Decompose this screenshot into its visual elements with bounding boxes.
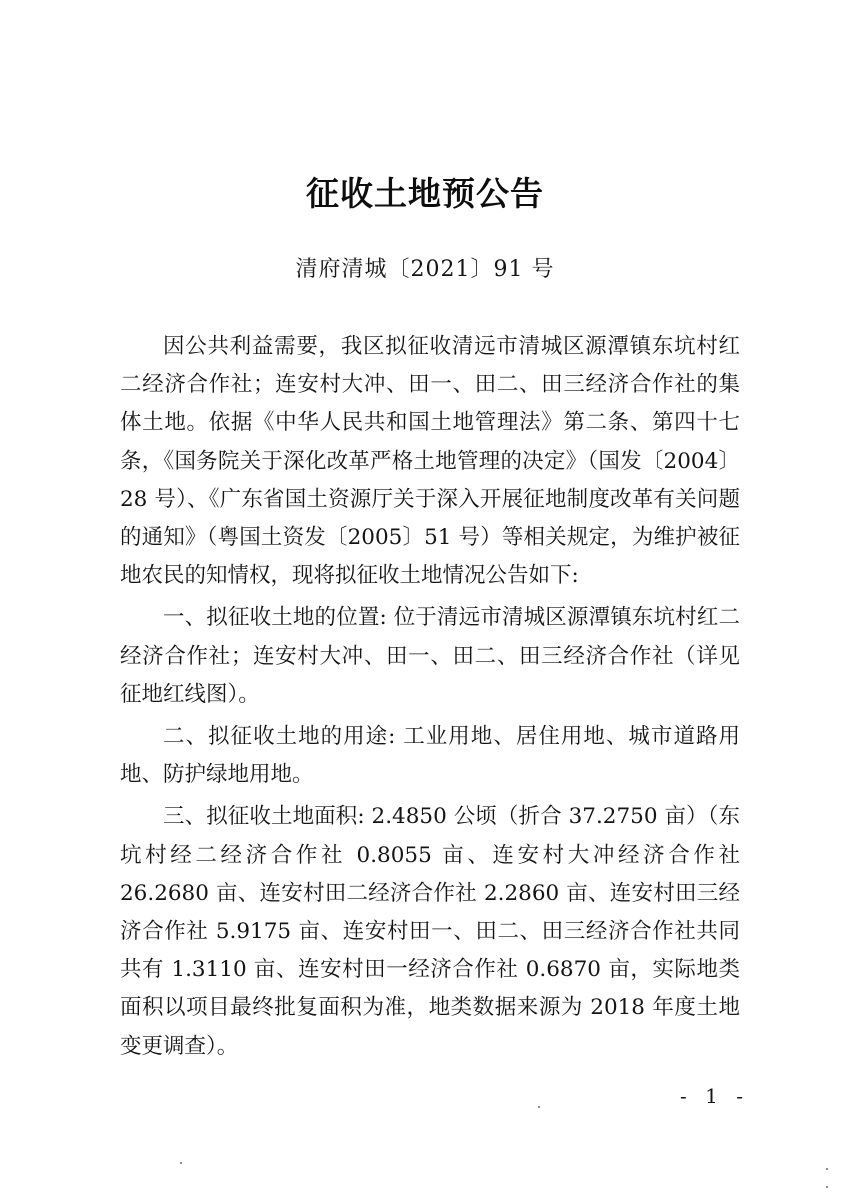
scan-speck [826, 1186, 828, 1188]
paragraph-area: 三、拟征收土地面积: 2.4850 公顷（折合 37.2750 亩）（东坑村经二经济合作社 0.8055 亩、连安村大冲经济合作社 26.2680 亩、连安村田二经济合作社 2.2860 亩、连安村田三经济合作社 5.9175 亩、连安村田一、田二、田三经济合作社共同共有 1.3110 亩、连安村田一经济合作社 0.6870 亩，实际地类面积以项目最终批复面积为准，地类数据来源为 2018 年度土地变更调查）。 [120, 804, 740, 1059]
paragraph-usage: 二、拟征收土地的用途: 工业用地、居住用地、城市道路用地、防护绿地用地。 [120, 724, 740, 788]
scan-speck [538, 1106, 540, 1108]
page-number: - 1 - [680, 1084, 749, 1108]
scan-speck [180, 1162, 182, 1164]
document-number: 清府清城〔2021〕91 号 [295, 257, 555, 282]
paragraph-location: 一、拟征收土地的位置: 位于清远市清城区源潭镇东坑村红二经济合作社；连安村大冲、田一、田二、田三经济合作社（详见征地红线图）。 [120, 605, 740, 707]
paragraph-intro: 因公共利益需要，我区拟征收清远市清城区源潭镇东坑村红二经济合作社；连安村大冲、田一、田二、田三经济合作社的集体土地。依据《中华人民共和国土地管理法》第二条、第四十七条，《国务院关于深化改革严格土地管理的决定》（国发〔2004〕28 号）、《广东省国土资源厅关于深入开展征地制度改革有关问题的通知》（粤国土资发〔2005〕51 号）等相关规定，为维护被征地农民的知情权，现将拟征收土地情况公告如下: [120, 334, 740, 589]
scan-speck [826, 1168, 828, 1170]
document-title: 征收土地预公告 [306, 174, 544, 213]
document-body [120, 328, 740, 1070]
